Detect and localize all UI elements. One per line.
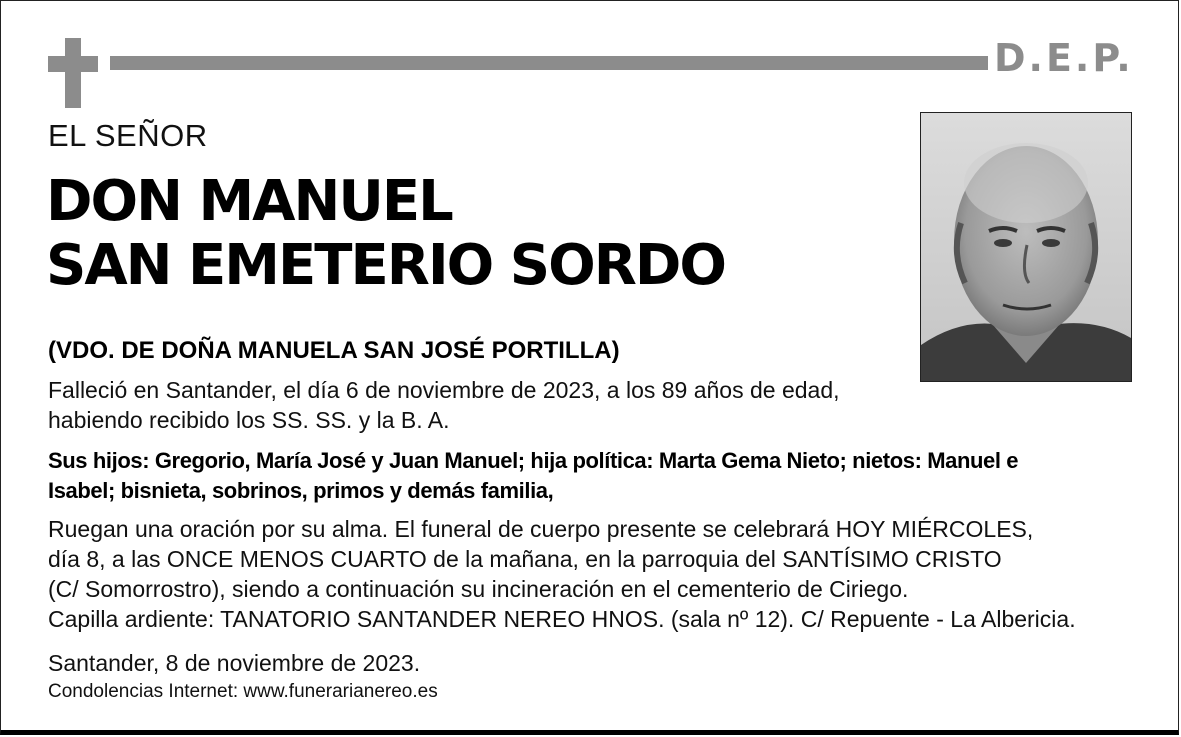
text-line: Isabel; bisnieta, sobrinos, primos y demás familia,	[48, 478, 554, 503]
text-line: (C/ Somorrostro), siendo a continuación su incineración en el cementerio de Ciriego.	[48, 576, 909, 602]
dep-label: D.E.P.	[994, 36, 1134, 80]
deceased-name-line-2: SAN EMETERIO SORDO	[46, 233, 725, 298]
text-line: día 8, a las ONCE MENOS CUARTO de la mañana, en la parroquia del SANTÍSIMO CRISTO	[48, 546, 1002, 572]
text-line: habiendo recibido los SS. SS. y la B. A.	[48, 407, 450, 433]
portrait-photo	[920, 112, 1132, 382]
date-line: Santander, 8 de noviembre de 2023.	[48, 650, 421, 676]
text-line: Falleció en Santander, el día 6 de noviembre de 2023, a los 89 años de edad,	[48, 377, 840, 403]
family-paragraph	[48, 446, 1018, 506]
text-line: Sus hijos: Gregorio, María José y Juan Manuel; hija política: Marta Gema Nieto; nietos: Manuel e	[48, 448, 1019, 473]
header-rule	[110, 56, 988, 70]
latin-cross-icon	[48, 38, 98, 108]
title-el-senor: EL SEÑOR	[48, 118, 208, 153]
funeral-paragraph	[48, 514, 1076, 634]
widower-line: (VDO. DE DOÑA MANUELA SAN JOSÉ PORTILLA)	[48, 337, 620, 364]
condolences-line: Condolencias Internet: www.funerarianereo.es	[48, 681, 438, 702]
text-line: Ruegan una oración por su alma. El funeral de cuerpo presente se celebrará HOY MIÉRCOLES,	[48, 516, 1034, 542]
death-paragraph	[48, 375, 840, 435]
deceased-name-line-1: DON MANUEL	[46, 169, 452, 234]
deceased-name	[46, 170, 725, 298]
text-line: Capilla ardiente: TANATORIO SANTANDER NEREO HNOS. (sala nº 12). C/ Repuente - La Albericia.	[48, 606, 1076, 632]
